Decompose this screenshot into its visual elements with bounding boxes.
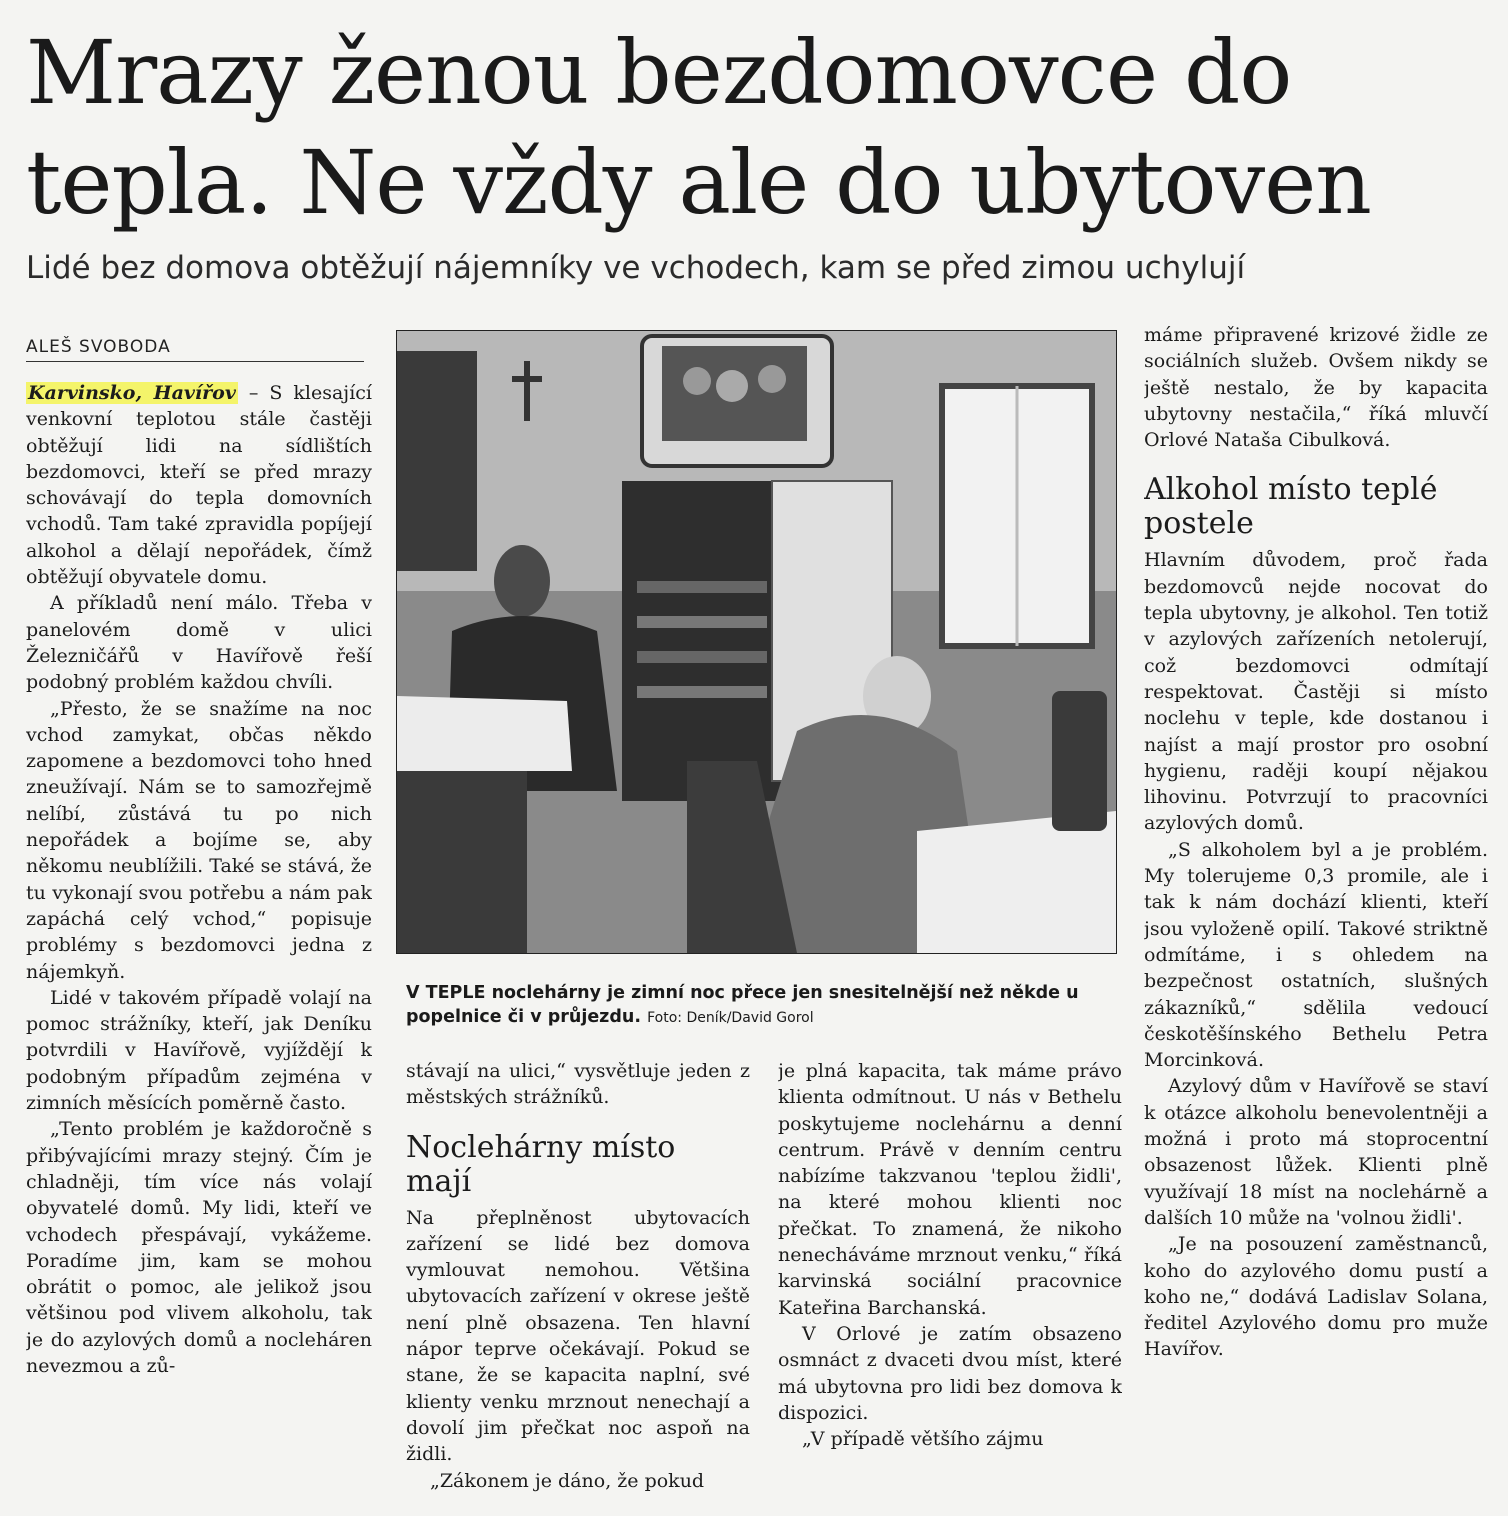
paragraph bbox=[26, 380, 372, 590]
paragraph: je plná kapacita, tak máme právo klienta odmítnout. U nás v Bethelu poskytujeme noclehárnu a denní centrum. Právě v denním centru nabízíme takzvanou 'teplou židli', na které mohou klienti noc přečkat. To znamená, že nikoho nenecháváme mrznout venku,“ říká karvinská sociální pracovnice Kateřina Barchanská. bbox=[778, 1060, 1122, 1319]
section-subheading: Alkohol místo teplé postele bbox=[1144, 472, 1438, 542]
column-1 bbox=[26, 380, 372, 1510]
paragraph: „Zákonem je dáno, že pokud bbox=[430, 1469, 705, 1492]
paragraph: „S alkoholem byl a je problém. My tolerujeme 0,3 promile, ale i tak k nám dochází klienti, kteří jsou vyloženě opilí. Takové striktně odmítáme, i s ohledem na bezpečnost ostatních, slušných zákazníků,“ sdělila vedoucí českotěšínského Bethelu Petra Morcinková. bbox=[1144, 838, 1488, 1072]
column-4 bbox=[1144, 322, 1488, 1512]
article-subheadline: Lidé bez domova obtěžují nájemníky ve vchodech, kam se před zimou uchylují bbox=[26, 250, 1246, 286]
paragraph: „Tento problém je každoročně s přibývajícími mrazy stejný. Čím je chladněji, tím více nás volají obyvatelé domů. My lidi, kteří ve vchodech přespávají, vykážeme. Poradíme jim, kam se mohou obrátit o pomoc, ale jelikož jsou většinou pod vlivem alkoholu, tak je do azylových domů a nocleháren nevezmou a zů- bbox=[26, 1118, 372, 1377]
paragraph: Na přeplněnost ubytovacích zařízení se lidé bez domova vymlouvat nemohou. Většina ubytovacích zařízení v okrese ještě není plně obsazena. Ten hlavní nápor teprve očekávají. Pokud se stane, že se kapacita naplní, své klienty venku mrznout nenechají a dovolí jim přečkat noc aspoň na židli. bbox=[406, 1206, 750, 1466]
dateline: Karvinsko, Havířov bbox=[28, 382, 236, 404]
author-byline: ALEŠ SVOBODA bbox=[26, 337, 364, 362]
paragraph: Azylový dům v Havířově se staví k otázce alkoholu benevolentněji a možná i proto má stoprocentní obsazenost lůžek. Klienti plně využívají 18 míst na noclehárně a dalších 10 může na 'volnou židli'. bbox=[1144, 1075, 1488, 1229]
paragraph: stávají na ulici,“ vysvětluje jeden z městských strážníků. bbox=[406, 1060, 750, 1109]
article-headline: Mrazy ženou bezdomovce do tepla. Ne vždy ale do ubytoven bbox=[26, 21, 1371, 234]
paragraph: máme připravené krizové židle ze sociálních služeb. Ovšem nikdy se ještě nestalo, že by kapacita ubytovny nestačila,“ říká mluvčí Orlové Nataša Cibulková. bbox=[1144, 324, 1488, 452]
paragraph: „Je na posouzení zaměstnanců, koho do azylového domu pustí a koho ne,“ dodává Ladislav Solana, ředitel Azylového domu pro muže Havířov. bbox=[1144, 1233, 1488, 1361]
photo-caption bbox=[406, 981, 1124, 1030]
caption-text: noclehárny je zimní noc přece jen snesitelnější než někde u popelnice či v průjezdu. bbox=[406, 983, 1079, 1027]
caption-lead: V TEPLE bbox=[406, 983, 486, 1003]
section-subheading: Noclehárny místo mají bbox=[406, 1129, 676, 1199]
paragraph: A příkladů není málo. Třeba v panelovém domě v ulici Železničářů v Havířově řeší podobný problém každou chvíli. bbox=[26, 592, 372, 694]
paragraph: V Orlové je zatím obsazeno osmnáct z dvaceti dvou míst, které má ubytovna pro lidi bez domova k dispozici. bbox=[778, 1322, 1122, 1424]
photo-credit: Foto: Deník/David Gorol bbox=[647, 1010, 814, 1026]
column-2 bbox=[406, 1058, 750, 1510]
photo-illustration bbox=[397, 331, 1116, 953]
article-photo bbox=[396, 330, 1117, 954]
paragraph: „Přesto, že se snažíme na noc vchod zamykat, občas někdo zapomene a bezdomovci toho hned zneužívají. Nám se to samozřejmě nelíbí, zůstává tu po nich nepořádek a bojíme se, aby někomu neublížili. Také se stává, že tu vykonají svou potřebu a nám pak zapáchá celý vchod,“ popisuje problémy s bezdomovci jedna z nájemkyň. bbox=[26, 697, 372, 983]
paragraph: Hlavním důvodem, proč řada bezdomovců nejde nocovat do tepla ubytovny, je alkohol. Ten totiž v azylových zařízeních netolerují, což bezdomovci odmítají respektovat. Častěji si místo noclehu v teple, kde dostanou i najíst a mají prostor pro osobní hygienu, raději koupí nějakou lihovinu. Potvrzují to pracovníci azylových domů. bbox=[1144, 549, 1488, 835]
paragraph-text: – S klesající venkovní teplotou stále častěji obtěžují lidi na sídlištích bezdomovci, kteří se před mrazy schovávají do tepla domovních vchodů. Tam také zpravidla popíjejí alkohol a dělají nepořádek, čímž obtěžují obyvatele domu. bbox=[26, 382, 372, 589]
column-3 bbox=[778, 1058, 1122, 1510]
paragraph: „V případě většího zájmu bbox=[802, 1428, 1044, 1451]
paragraph: Lidé v takovém případě volají na pomoc strážníky, kteří, jak Deníku potvrdili v Havířově, vyjíždějí k podobným případům zejména v zimních měsících poměrně často. bbox=[26, 986, 372, 1115]
